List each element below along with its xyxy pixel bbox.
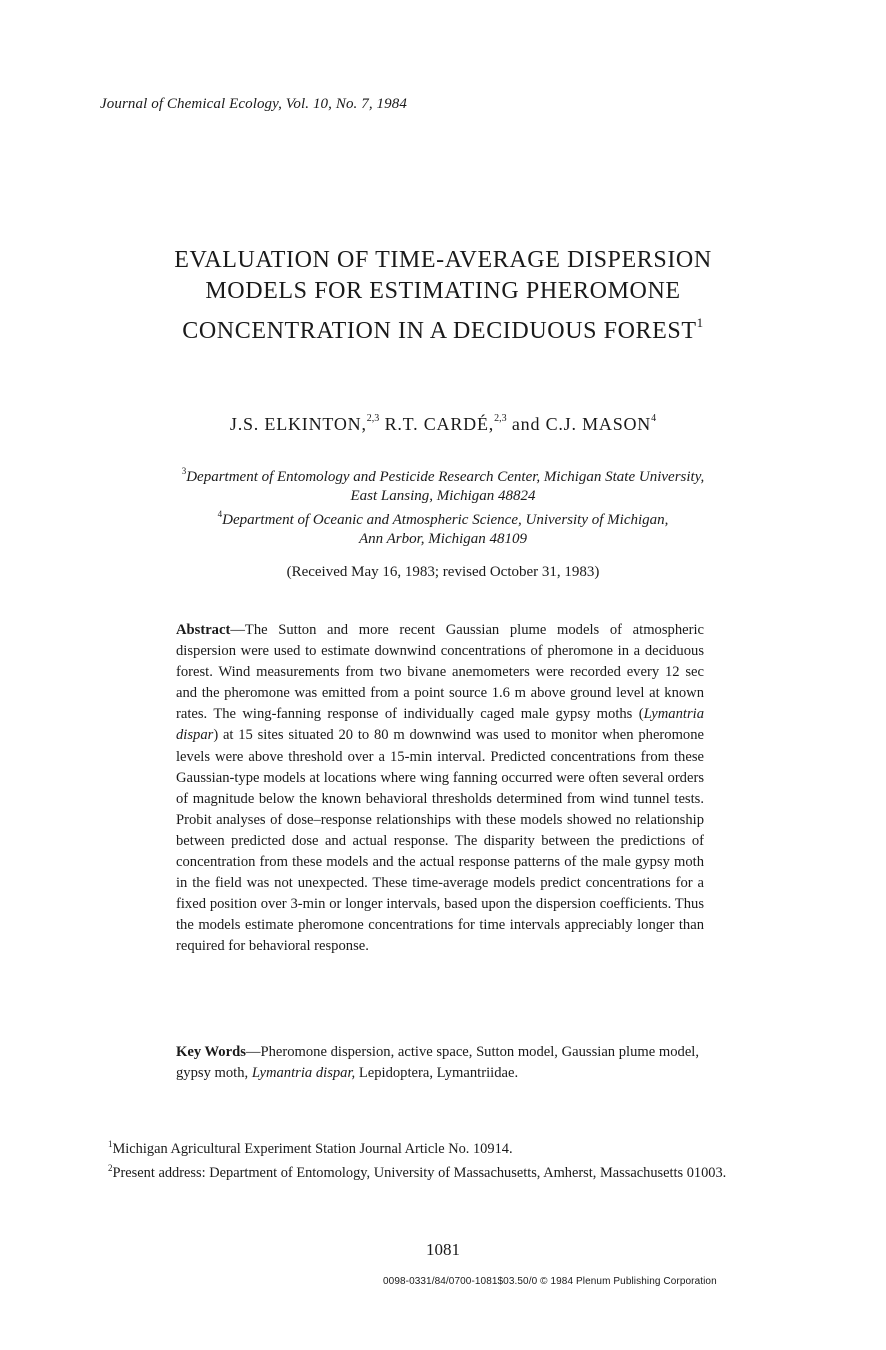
author-conjunction: and — [511, 414, 541, 434]
author-carde-marks: 2,3 — [494, 413, 507, 424]
footnote-2 — [108, 1159, 788, 1183]
received-dates: (Received May 16, 1983; revised October 31, 1983) — [286, 564, 600, 580]
paper-title — [0, 245, 886, 347]
title-line-1: EVALUATION OF TIME-AVERAGE DISPERSION — [174, 247, 712, 273]
title-footnote-mark: 1 — [696, 315, 704, 330]
affiliation-3-mark: 3 — [181, 466, 187, 476]
affiliation-3-line-1 — [110, 462, 776, 487]
affiliations — [110, 462, 776, 548]
key-words — [176, 1042, 716, 1084]
title-line-3 — [0, 307, 886, 347]
key-words-text-part-1: —Pheromone dispersion, active space, Sutton model, Gaussian plume model, gypsy moth, — [176, 1044, 700, 1082]
affiliation-4-mark: 4 — [217, 509, 223, 519]
affiliation-4-line-1 — [110, 505, 776, 530]
footnote-1 — [108, 1135, 788, 1159]
key-words-label: Key Words — [176, 1044, 246, 1060]
author-mason-marks: 4 — [651, 413, 657, 424]
abstract-text-part-1: —The Sutton and more recent Gaussian plume models of atmospheric dispersion were used to estimate downwind concentrations of pheromone in a deciduous forest. Wind measurements from two bivane anemometers were recorded every 12 sec and the pheromone was emitted from a point source 1.6 m above ground level at known rates. The wing-fanning response of individually caged male gypsy moths ( — [176, 622, 704, 723]
abstract-species-name: Lymantria dispar — [176, 706, 704, 744]
title-line-3-text: CONCENTRATION IN A DECIDUOUS FOREST — [182, 318, 697, 344]
affiliation-3-text: Department of Entomology and Pesticide Research Center, Michigan State University, — [186, 469, 705, 485]
author-elkinton-marks: 2,3 — [366, 413, 380, 424]
author-elkinton: J.S. ELKINTON, — [229, 414, 367, 434]
abstract-text-part-2: ) at 15 sites situated 20 to 80 m downwind was used to monitor when pheromone levels were above threshold over a 15-min interval. Predicted concentrations from these Gaussian-type models at locations where wing fanning occurred were often several orders of magnitude below the known behavioral thresholds determined from wind tunnel tests. Probit analyses of dose–response relationships with these models showed no relationship between predicted dose and actual response. The disparity between the predictions of concentration from these models and the actual response patterns of the male gypsy moth in the field was not unexpected. These time-average models predict concentrations for a fixed position over 3-min or longer intervals, based upon the dispersion coefficients. Thus the models estimate pheromone concentrations for time intervals appreciably longer than required for behavioral response. — [176, 727, 704, 955]
key-words-text-part-2: Lepidoptera, Lymantriidae. — [355, 1065, 519, 1082]
footnote-1-text: Michigan Agricultural Experiment Station Journal Article No. 10914. — [112, 1141, 513, 1157]
author-list — [0, 413, 886, 435]
copyright-line: 0098-0331/84/0700-1081$03.50/0 © 1984 Plenum Publishing Corporation — [383, 1276, 717, 1287]
key-words-species-name: Lymantria dispar, — [251, 1065, 356, 1082]
title-line-2: MODELS FOR ESTIMATING PHEROMONE — [205, 278, 681, 304]
footnote-2-mark: 2 — [108, 1162, 113, 1173]
affiliation-4-line-2: Ann Arbor, Michigan 48109 — [358, 530, 528, 547]
affiliation-3-line-2: East Lansing, Michigan 48824 — [350, 487, 536, 504]
footnote-1-mark: 1 — [108, 1139, 113, 1149]
journal-citation: Journal of Chemical Ecology, Vol. 10, No. 7, 1984 — [100, 96, 407, 112]
author-carde: R.T. CARDÉ, — [384, 414, 495, 434]
abstract-label: Abstract — [176, 622, 231, 638]
author-mason: C.J. MASON — [545, 414, 652, 434]
footnote-2-text: Present address: Department of Entomology, University of Massachusetts, Amherst, Massachusetts 01003. — [112, 1164, 727, 1181]
footnotes — [108, 1135, 788, 1182]
abstract — [176, 620, 704, 958]
affiliation-4-text: Department of Oceanic and Atmospheric Science, University of Michigan, — [222, 512, 669, 528]
page-number: 1081 — [426, 1240, 460, 1259]
